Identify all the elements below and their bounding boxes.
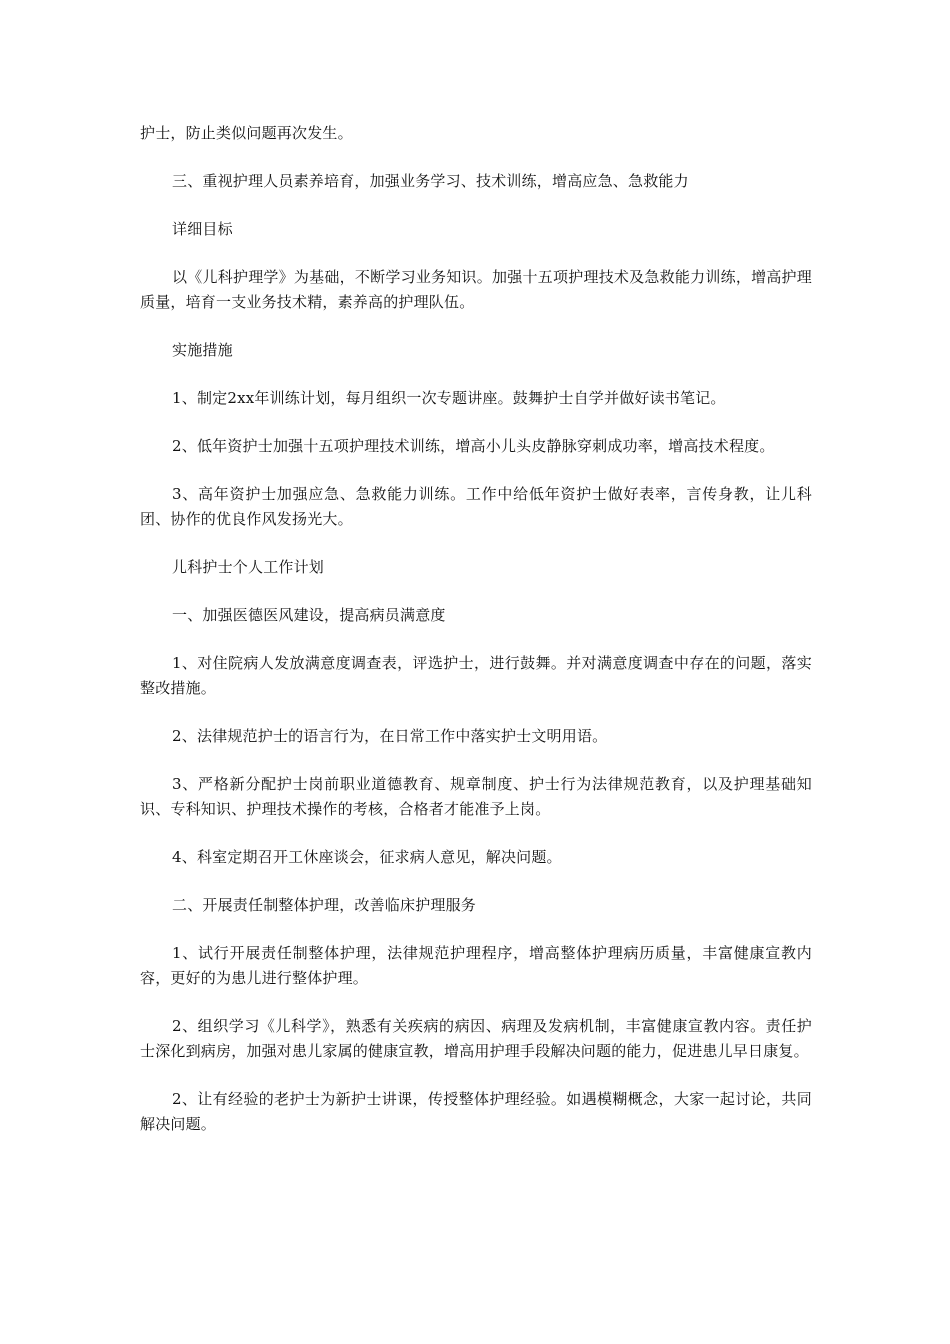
list-item: 2、低年资护士加强十五项护理技术训练，增高小儿头皮静脉穿刺成功率，增高技术程度。 bbox=[172, 437, 775, 455]
list-item: 4、科室定期召开工休座谈会，征求病人意见，解决问题。 bbox=[172, 848, 562, 866]
document-title: 儿科护士个人工作计划 bbox=[172, 558, 325, 576]
section-heading: 二、开展责任制整体护理，改善临床护理服务 bbox=[172, 896, 477, 914]
section-heading: 三、重视护理人员素养培育，加强业务学习、技术训练，增高应急、急救能力 bbox=[172, 172, 689, 190]
list-item: 3、高年资护士加强应急、急救能力训练。工作中给低年资护士做好表率，言传身教，让儿科团、协作的优良作风发扬光大。 bbox=[140, 485, 812, 528]
list-item: 3、严格新分配护士岗前职业道德教育、规章制度、护士行为法律规范教育，以及护理基础知识、专科知识、护理技术操作的考核，合格者才能准予上岗。 bbox=[140, 775, 812, 818]
paragraph: 护士，防止类似问题再次发生。 bbox=[140, 124, 353, 142]
subheading: 实施措施 bbox=[172, 341, 233, 359]
list-item: 1、对住院病人发放满意度调查表，评选护士，进行鼓舞。并对满意度调查中存在的问题，落实整改措施。 bbox=[140, 654, 812, 697]
list-item: 2、法律规范护士的语言行为，在日常工作中落实护士文明用语。 bbox=[172, 727, 608, 745]
list-item: 1、试行开展责任制整体护理，法律规范护理程序，增高整体护理病历质量，丰富健康宣教内容，更好的为患儿进行整体护理。 bbox=[140, 944, 812, 987]
document-body bbox=[140, 121, 812, 1160]
list-item: 1、制定2xx年训练计划，每月组织一次专题讲座。鼓舞护士自学并做好读书笔记。 bbox=[172, 389, 726, 407]
list-item: 2、组织学习《儿科学》，熟悉有关疾病的病因、病理及发病机制，丰富健康宣教内容。责任护士深化到病房，加强对患儿家属的健康宣教，增高用护理手段解决问题的能力，促进患儿早日康复。 bbox=[140, 1017, 812, 1060]
paragraph: 以《儿科护理学》为基础，不断学习业务知识。加强十五项护理技术及急救能力训练，增高护理质量，培育一支业务技术精，素养高的护理队伍。 bbox=[140, 268, 812, 311]
subheading: 详细目标 bbox=[172, 220, 233, 238]
list-item: 2、让有经验的老护士为新护士讲课，传授整体护理经验。如遇模糊概念，大家一起讨论，共同解决问题。 bbox=[140, 1090, 812, 1133]
section-heading: 一、加强医德医风建设，提高病员满意度 bbox=[172, 606, 446, 624]
